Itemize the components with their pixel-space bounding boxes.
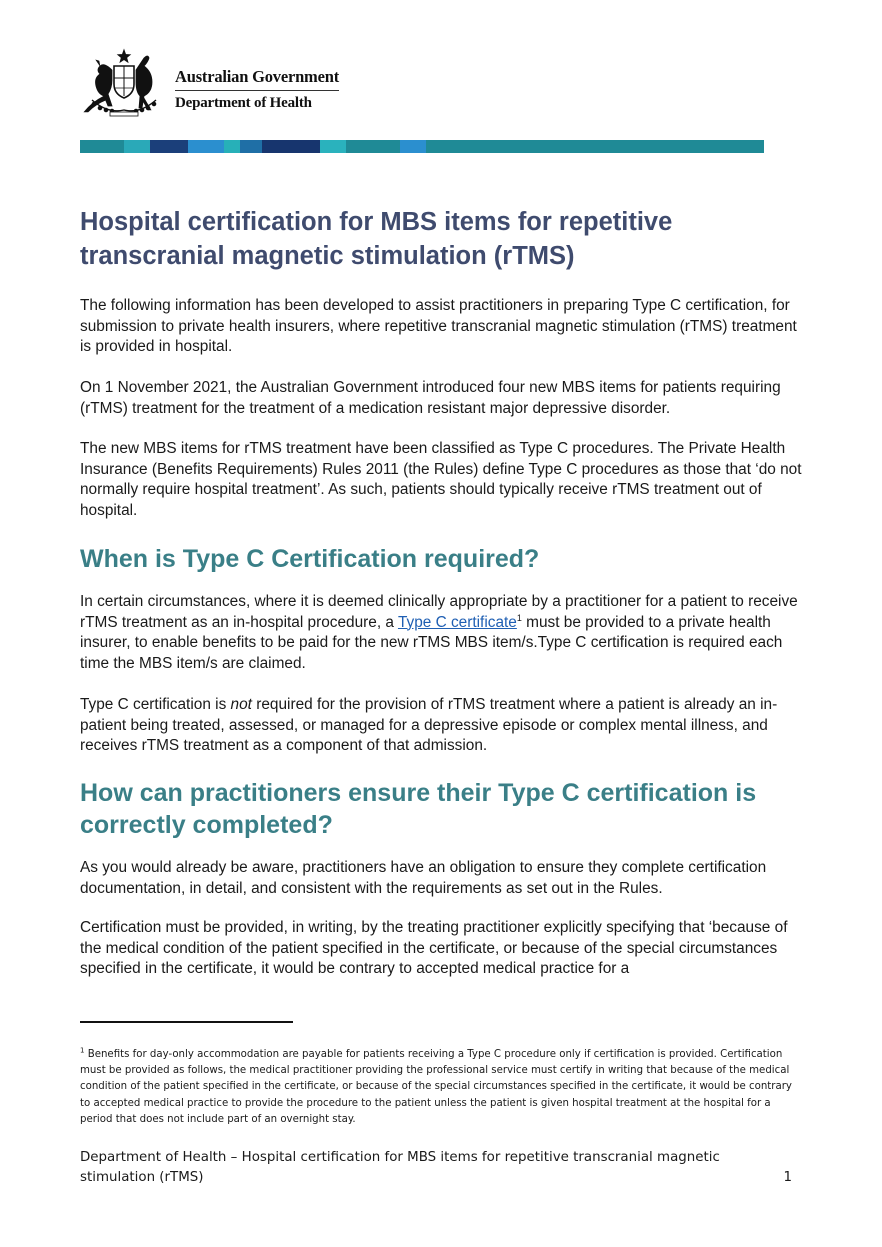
government-name: Australian Government: [175, 67, 339, 86]
color-bar-segment: [188, 140, 224, 153]
section1-paragraph-1: [80, 592, 802, 674]
section2-paragraph-2: Certification must be provided, in writing, by the treating practitioner explicitly specifying that ‘because of the medical condition of the patient specified in the certificate, or because of the special circumstances specified in the certificate, it would be contrary to accepted medical practice for a: [80, 919, 788, 977]
section1-p2-text-end: required for the provision of rTMS treatment where a patient is already an in-patient being treated, assessed, or managed for a depressive episode or complex mental illness, and receives rTMS treatment as a component of that admission.: [80, 696, 778, 754]
section1-p1-text-start: In certain circumstances, where it is deemed clinically appropriate by a practitioner for a patient to receive rTMS treatment as an in-hospital procedure, a: [80, 593, 798, 631]
color-bar-segment: [80, 140, 124, 153]
footnote-number: 1: [80, 1046, 85, 1055]
coat-of-arms-icon: [78, 48, 170, 118]
page-number: 1: [783, 1170, 792, 1185]
type-c-certificate-link[interactable]: Type C certificate: [397, 613, 517, 631]
page-footer: [80, 1148, 792, 1188]
emphasis-not: not: [230, 696, 252, 713]
section1-paragraph-2: [80, 695, 802, 757]
intro-paragraph-1: The following information has been developed to assist practitioners in preparing Type C certification, for submission to private health insurers, where repetitive transcranial magnetic stimulation (rTMS) treatment is provided in hospital.: [80, 297, 797, 355]
section-heading-certification-required: When is Type C Certification required?: [80, 545, 540, 573]
color-bar-segment: [426, 140, 764, 153]
header-divider: [175, 90, 339, 91]
color-bar-segment: [400, 140, 426, 153]
color-bar-segment: [240, 140, 262, 153]
footnote: [80, 1047, 792, 1128]
footer-text: Department of Health – Hospital certification for MBS items for repetitive transcranial magnetic stimulation (rTMS): [80, 1150, 720, 1185]
color-bar-segment: [346, 140, 400, 153]
color-bar-segment: [262, 140, 320, 153]
department-name: Department of Health: [175, 95, 312, 111]
section1-p1-text-end: must be provided to a private health insurer, to enable benefits to be paid for the new rTMS MBS item/s.Type C certification is required each time the MBS item/s are claimed.: [80, 613, 783, 672]
color-bar-segment: [150, 140, 188, 153]
color-bar-segment: [320, 140, 346, 153]
page-title: Hospital certification for MBS items for repetitive transcranial magnetic stimulation (rTMS): [80, 208, 673, 270]
section-heading-correct-completion: How can practitioners ensure their Type C certification is correctly completed?: [80, 779, 757, 839]
brand-color-bar: [80, 140, 764, 153]
color-bar-segment: [224, 140, 240, 153]
footnote-divider: [80, 1021, 293, 1023]
color-bar-segment: [124, 140, 150, 153]
intro-paragraph-2: On 1 November 2021, the Australian Government introduced four new MBS items for patients requiring (rTMS) treatment for the treatment of a medication resistant major depressive disorder.: [80, 379, 781, 417]
section1-p2-text-start: Type C certification is: [80, 696, 231, 713]
footnote-text: Benefits for day-only accommodation are payable for patients receiving a Type C procedure only if certification is provided. Certification must be provided as follows, the medical practitioner providing the professional service must certify in writing that because of the medical condition of the patient specified in the certificate, or because of the special circumstances specified in the certificate, it would be contrary to accepted medical practice to provide the procedure to the patient unless the patient is given hospital treatment at the hospital for a period that does not include part of an overnight stay.: [80, 1049, 792, 1125]
intro-paragraph-3: The new MBS items for rTMS treatment have been classified as Type C procedures. The Private Health Insurance (Benefits Requirements) Rules 2011 (the Rules) define Type C procedures as those that ‘do not normally require hospital treatment’. As such, patients should typically receive rTMS treatment out of hospital.: [80, 440, 802, 519]
section2-paragraph-1: As you would already be aware, practitioners have an obligation to ensure they complete certification documentation, in detail, and consistent with the requirements as set out in the Rules.: [80, 859, 767, 897]
footnote-reference[interactable]: 1: [516, 612, 522, 623]
